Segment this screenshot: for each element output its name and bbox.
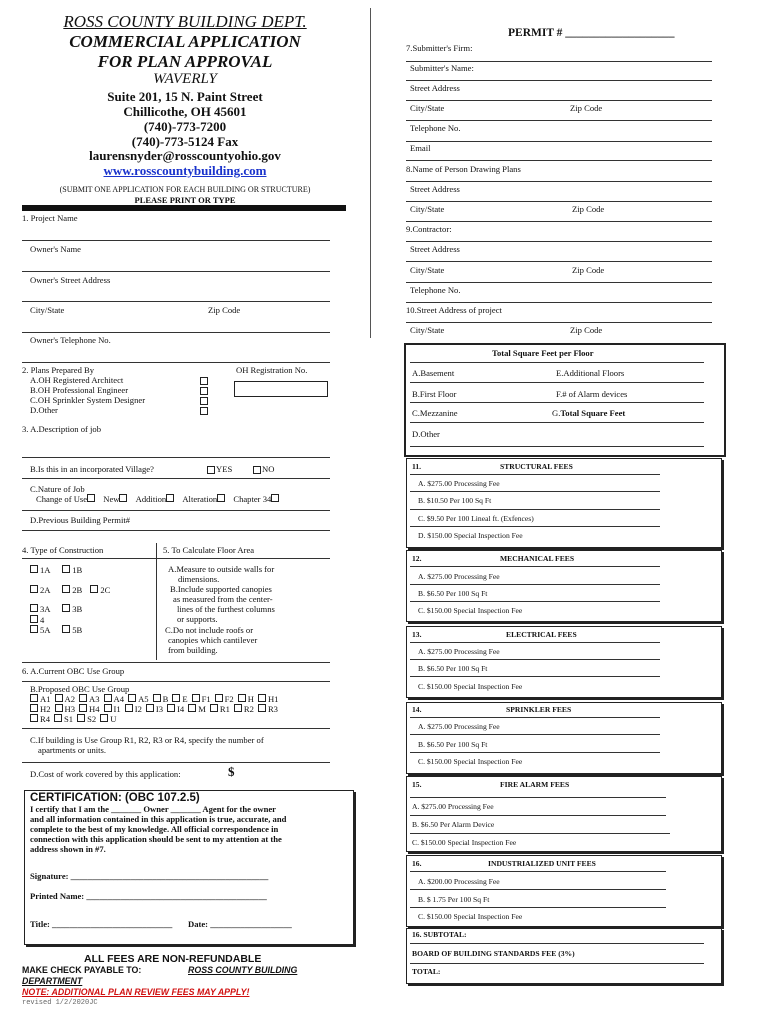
c1b-checkbox[interactable] bbox=[62, 565, 70, 573]
first-floor-field[interactable] bbox=[410, 402, 704, 403]
submitters-firm-label: 7.Submitter's Firm: bbox=[406, 43, 473, 53]
email-address[interactable]: laurensnyder@rosscountyohio.gov bbox=[89, 148, 281, 163]
submitter-street-label: Street Address bbox=[410, 83, 460, 93]
project-zip-label: Zip Code bbox=[570, 325, 603, 335]
obc-h-checkbox[interactable] bbox=[238, 694, 246, 702]
submitter-email-label: Email bbox=[410, 143, 431, 153]
c3b-checkbox[interactable] bbox=[62, 604, 70, 612]
c2a-checkbox[interactable] bbox=[30, 585, 38, 593]
contractor-phone-field[interactable] bbox=[406, 302, 712, 303]
owners-street-field[interactable] bbox=[22, 301, 330, 302]
cost-dollar-sign: $ bbox=[228, 764, 235, 779]
sprinkler-item-c: C. $150.00 Special Inspection Fee bbox=[418, 757, 523, 766]
obc-row-2 bbox=[30, 704, 278, 714]
fire-alarm-item-c: C. $150.00 Special Inspection Fee bbox=[412, 838, 517, 847]
floor-area-b2: as measured from the center- bbox=[173, 594, 273, 604]
c5b-checkbox[interactable] bbox=[62, 625, 70, 633]
contractor-city-field[interactable] bbox=[406, 282, 712, 283]
structural-item-c-field[interactable] bbox=[410, 526, 660, 527]
c3a-checkbox[interactable] bbox=[30, 604, 38, 612]
construction-row-2 bbox=[30, 585, 110, 595]
floor-area-a1: A.Measure to outside walls for bbox=[168, 564, 275, 574]
electrical-item-c: C. $150.00 Special Inspection Fee bbox=[418, 682, 523, 691]
printed-name-field[interactable]: Printed Name: __________________________________________ bbox=[30, 891, 267, 901]
obc-a4-label: A4 bbox=[113, 694, 125, 704]
obc-row-3 bbox=[30, 714, 116, 724]
print-note: PLEASE PRINT OR TYPE bbox=[134, 195, 236, 205]
c2b-checkbox[interactable] bbox=[62, 585, 70, 593]
section-divider-vertical bbox=[156, 543, 157, 660]
obc-s2-checkbox[interactable] bbox=[77, 714, 85, 722]
nature-addition-label: Addition bbox=[135, 494, 167, 504]
industrialized-item-b-field[interactable] bbox=[410, 907, 666, 908]
fire-alarm-num: 15. bbox=[412, 780, 422, 789]
plans-c-checkbox[interactable] bbox=[200, 397, 208, 405]
structural-item-a: A. $275.00 Processing Fee bbox=[418, 479, 500, 488]
submit-note: (SUBMIT ONE APPLICATION FOR EACH BUILDING OR STRUCTURE) bbox=[59, 185, 311, 194]
non-refundable-notice: ALL FEES ARE NON-REFUNDABLE bbox=[84, 953, 262, 965]
c3b-label: 3B bbox=[72, 604, 83, 614]
plans-option-b: B.OH Professional Engineer bbox=[30, 385, 129, 395]
floor-area-b3: lines of the furthest columns bbox=[177, 604, 275, 614]
c5a-label: 5A bbox=[40, 625, 51, 635]
obc-a1-label: A1 bbox=[40, 694, 51, 704]
subtotal-label: 16. SUBTOTAL: bbox=[412, 930, 467, 939]
obc-f1-checkbox[interactable] bbox=[192, 694, 200, 702]
sprinkler-num: 14. bbox=[412, 705, 422, 714]
c1a-checkbox[interactable] bbox=[30, 565, 38, 573]
floor-area-c3: from building. bbox=[168, 645, 218, 655]
obc-h3-label: H3 bbox=[64, 704, 76, 714]
description-field[interactable] bbox=[22, 457, 330, 458]
obc-e-checkbox[interactable] bbox=[172, 694, 180, 702]
c2c-label: 2C bbox=[100, 585, 111, 595]
c2b-label: 2B bbox=[72, 585, 83, 595]
contractor-street-field[interactable] bbox=[406, 261, 712, 262]
floor-area-c1: C.Do not include roofs or bbox=[165, 625, 254, 635]
construction-row-3 bbox=[30, 604, 82, 614]
obc-m-label: M bbox=[198, 704, 206, 714]
submitters-name-field[interactable] bbox=[406, 80, 712, 81]
obc-i2-label: I2 bbox=[134, 704, 142, 714]
square-feet-title-rule bbox=[410, 362, 704, 363]
obc-u-label: U bbox=[110, 714, 117, 724]
obc-r1-label: R1 bbox=[219, 704, 230, 714]
obc-i4-label: I4 bbox=[177, 704, 185, 714]
construction-bottom-divider bbox=[22, 662, 330, 663]
payable-label: MAKE CHECK PAYABLE TO: bbox=[22, 965, 142, 975]
obc-r4-label: R4 bbox=[40, 714, 51, 724]
submitter-zip-label: Zip Code bbox=[570, 103, 603, 113]
submitter-email-field[interactable] bbox=[406, 160, 712, 161]
mechanical-item-b-field[interactable] bbox=[410, 601, 660, 602]
structural-item-a-field[interactable] bbox=[410, 491, 660, 492]
obc-i3-label: I3 bbox=[155, 704, 164, 714]
obc-r2-checkbox[interactable] bbox=[234, 704, 242, 712]
nature-new-label: New bbox=[103, 494, 120, 504]
basement-label: A.Basement bbox=[412, 368, 455, 378]
plans-option-c: C.OH Sprinkler System Designer bbox=[30, 395, 146, 405]
obc-h1-label: H1 bbox=[267, 694, 279, 704]
r-group-note-1: C.If building is Use Group R1, R2, R3 or R4, specify the number of bbox=[30, 735, 264, 745]
obc-i2-checkbox[interactable] bbox=[125, 704, 133, 712]
obc-a5-label: A5 bbox=[138, 694, 149, 704]
obc-a3-checkbox[interactable] bbox=[79, 694, 87, 702]
certification-title: CERTIFICATION: (OBC 107.2.5) bbox=[30, 792, 200, 804]
mezzanine-field[interactable] bbox=[410, 422, 704, 423]
bbs-fee-field[interactable] bbox=[410, 963, 704, 964]
floor-area-c2: canopies which cantilever bbox=[168, 635, 258, 645]
village-question: B.Is this in an incorporated Village? bbox=[30, 464, 154, 474]
fire-alarm-item-b-field[interactable] bbox=[410, 833, 670, 834]
nature-ch34-checkbox[interactable] bbox=[271, 494, 279, 502]
mechanical-item-b: B. $6.50 Per 100 Sq Ft bbox=[418, 589, 488, 598]
structural-title-rule bbox=[410, 474, 660, 475]
floor-area-label: 5. To Calculate Floor Area bbox=[163, 545, 255, 555]
nature-change-label: Change of Use bbox=[36, 494, 88, 504]
obc-i1-checkbox[interactable] bbox=[104, 704, 112, 712]
obc-i3-checkbox[interactable] bbox=[146, 704, 154, 712]
nature-of-job-label: C.Nature of Job bbox=[30, 484, 85, 494]
floor-area-b4: or supports. bbox=[177, 614, 218, 624]
electrical-title-rule bbox=[410, 642, 660, 643]
obc-b-label: B bbox=[162, 694, 169, 704]
sprinkler-item-b: B. $6.50 Per 100 Sq Ft bbox=[418, 740, 488, 749]
construction-row-1 bbox=[30, 565, 82, 575]
other-floor-label: D.Other bbox=[412, 429, 440, 439]
c5b-label: 5B bbox=[72, 625, 83, 635]
obc-s1-checkbox[interactable] bbox=[54, 714, 62, 722]
total-label: TOTAL: bbox=[412, 967, 441, 976]
owners-city-field[interactable] bbox=[22, 332, 330, 333]
obc-h-label: H bbox=[247, 694, 254, 704]
submitter-street-field[interactable] bbox=[406, 100, 712, 101]
owners-name-label: Owner's Name bbox=[30, 244, 81, 254]
sprinkler-title: SPRINKLER FEES bbox=[506, 705, 572, 714]
dept-name: ROSS COUNTY BUILDING DEPT. bbox=[63, 12, 307, 31]
nature-alteration-checkbox[interactable] bbox=[217, 494, 225, 502]
contractor-zip-label: Zip Code bbox=[572, 265, 605, 275]
subtotal-field[interactable] bbox=[410, 943, 704, 944]
obc-a1-checkbox[interactable] bbox=[30, 694, 38, 702]
signature-field[interactable]: Signature: ______________________________________________ bbox=[30, 871, 269, 881]
project-name-field[interactable] bbox=[22, 240, 330, 241]
electrical-item-a: A. $275.00 Processing Fee bbox=[418, 647, 500, 656]
basement-field[interactable] bbox=[410, 382, 704, 383]
project-street-field[interactable] bbox=[406, 322, 712, 323]
fire-alarm-title: FIRE ALARM FEES bbox=[500, 780, 570, 789]
cost-label: D.Cost of work covered by this application: bbox=[30, 769, 181, 779]
c2c-checkbox[interactable] bbox=[90, 585, 98, 593]
obc-a2-label: A2 bbox=[64, 694, 76, 704]
obc-h2-checkbox[interactable] bbox=[30, 704, 38, 712]
contractor-street-label: Street Address bbox=[410, 244, 460, 254]
obc-b-checkbox[interactable] bbox=[153, 694, 161, 702]
obc-s2-label: S2 bbox=[87, 714, 97, 724]
drawer-city-field[interactable] bbox=[406, 221, 712, 222]
title-field[interactable]: Title: ____________________________ bbox=[30, 919, 173, 929]
obc-r3-checkbox[interactable] bbox=[258, 704, 266, 712]
owners-name-field[interactable] bbox=[22, 271, 330, 272]
nature-new-checkbox[interactable] bbox=[119, 494, 127, 502]
oh-registration-input[interactable] bbox=[234, 381, 328, 397]
construction-divider bbox=[22, 558, 330, 559]
additional-fees-note: NOTE: ADDITIONAL PLAN REVIEW FEES MAY APPLY! bbox=[22, 987, 250, 997]
drawer-zip-label: Zip Code bbox=[572, 204, 605, 214]
nature-ch34-label: Chapter 34 bbox=[233, 494, 272, 504]
industrialized-item-b: B. $ 1.75 Per 100 Sq Ft bbox=[418, 895, 490, 904]
square-feet-title: Total Square Feet per Floor bbox=[492, 348, 594, 358]
contractor-label: 9.Contractor: bbox=[406, 224, 452, 234]
nature-change-of-use bbox=[36, 494, 281, 504]
certification-line-3: complete to the best of my knowledge. All official correspondence in bbox=[30, 824, 279, 834]
c4-checkbox[interactable] bbox=[30, 615, 38, 623]
project-name-label: 1. Project Name bbox=[22, 213, 78, 223]
contractor-city-label: City/State bbox=[410, 265, 445, 275]
date-field[interactable]: Date: ___________________ bbox=[188, 919, 292, 929]
additional-floors-label: E.Additional Floors bbox=[556, 368, 625, 378]
c4-label: 4 bbox=[40, 615, 45, 625]
obc-f1-label: F1 bbox=[201, 694, 211, 704]
fire-alarm-title-rule bbox=[410, 797, 666, 798]
total-sqft-text: Total Square Feet bbox=[560, 408, 626, 418]
village-no-label: NO bbox=[262, 464, 275, 474]
industrialized-num: 16. bbox=[412, 859, 422, 868]
obc-divider bbox=[22, 728, 330, 729]
nature-alteration-label: Alteration bbox=[182, 494, 218, 504]
obc-r4-checkbox[interactable] bbox=[30, 714, 38, 722]
obc-a3-label: A3 bbox=[89, 694, 100, 704]
village-yes-checkbox[interactable] bbox=[207, 466, 215, 474]
nature-addition-checkbox[interactable] bbox=[166, 494, 174, 502]
previous-permit-label: D.Previous Building Permit# bbox=[30, 515, 131, 525]
construction-type-label: 4. Type of Construction bbox=[22, 545, 104, 555]
structural-num: 11. bbox=[412, 462, 422, 471]
industrialized-item-c: C. $150.00 Special Inspection Fee bbox=[418, 912, 523, 921]
mechanical-num: 12. bbox=[412, 554, 422, 563]
plans-prepared-label: 2. Plans Prepared By bbox=[22, 365, 95, 375]
obc-row-1 bbox=[30, 694, 278, 704]
alarm-devices-label: F.# of Alarm devices bbox=[556, 389, 628, 399]
obc-m-checkbox[interactable] bbox=[188, 704, 196, 712]
structural-item-b: B. $10.50 Per 100 Sq Ft bbox=[418, 496, 492, 505]
fire-alarm-item-b: B. $6.50 Per Alarm Device bbox=[412, 820, 495, 829]
owners-city-label: City/State bbox=[30, 305, 65, 315]
address-line-2: Chillicothe, OH 45601 bbox=[123, 104, 247, 119]
obc-h3-checkbox[interactable] bbox=[55, 704, 63, 712]
c3a-label: 3A bbox=[40, 604, 51, 614]
c2a-label: 2A bbox=[40, 585, 51, 595]
electrical-title: ELECTRICAL FEES bbox=[506, 630, 577, 639]
first-floor-label: B.First Floor bbox=[412, 389, 457, 399]
obc-e-label: E bbox=[182, 694, 188, 704]
form-title-line-2: FOR PLAN APPROVAL bbox=[97, 52, 273, 71]
structural-title: STRUCTURAL FEES bbox=[500, 462, 573, 471]
project-city-label: City/State bbox=[410, 325, 445, 335]
owners-phone-label: Owner's Telephone No. bbox=[30, 335, 111, 345]
payee-name-2: DEPARTMENT bbox=[22, 976, 83, 986]
structural-item-d: D. $150.00 Special Inspection Fee bbox=[418, 531, 523, 540]
other-floor-field[interactable] bbox=[410, 446, 704, 447]
floor-area-b1: B.Include supported canopies bbox=[170, 584, 272, 594]
previous-permit-field[interactable] bbox=[22, 530, 330, 531]
submitter-city-field[interactable] bbox=[406, 120, 712, 121]
owners-street-label: Owner's Street Address bbox=[30, 275, 111, 285]
column-divider bbox=[370, 8, 371, 338]
obc-r3-label: R3 bbox=[267, 704, 278, 714]
website-link[interactable]: www.rosscountybuilding.com bbox=[103, 163, 267, 178]
permit-number-field[interactable]: PERMIT # ___________________ bbox=[508, 27, 675, 39]
drawer-street-field[interactable] bbox=[406, 201, 712, 202]
c1b-label: 1B bbox=[72, 565, 83, 575]
certification-line-5: address shown in #7. bbox=[30, 844, 106, 854]
description-label: 3. A.Description of job bbox=[22, 424, 102, 434]
certification-line-4: connection with this application should be sent to my attention at the bbox=[30, 834, 282, 844]
r-group-field[interactable] bbox=[22, 762, 330, 763]
sprinkler-item-a: A. $275.00 Processing Fee bbox=[418, 722, 500, 731]
obc-h4-checkbox[interactable] bbox=[79, 704, 87, 712]
obc-s1-label: S1 bbox=[64, 714, 74, 724]
obc-h1-checkbox[interactable] bbox=[258, 694, 266, 702]
submitter-phone-field[interactable] bbox=[406, 141, 712, 142]
obc-a2-checkbox[interactable] bbox=[55, 694, 63, 702]
sprinkler-item-a-field[interactable] bbox=[410, 734, 660, 735]
drawer-city-label: City/State bbox=[410, 204, 445, 214]
submitter-phone-label: Telephone No. bbox=[410, 123, 461, 133]
owners-phone-field[interactable] bbox=[22, 362, 330, 363]
certification-line-1: I certify that I am the _______ Owner _______ Agent for the owner bbox=[30, 804, 276, 814]
mechanical-title: MECHANICAL FEES bbox=[500, 554, 575, 563]
obc-i1-label: I1 bbox=[113, 704, 121, 714]
square-feet-box bbox=[404, 343, 726, 457]
industrialized-title-rule bbox=[410, 871, 666, 872]
r-group-note-2: apartments or units. bbox=[38, 745, 107, 755]
submitters-name-label: Submitter's Name: bbox=[410, 63, 474, 73]
nature-field[interactable] bbox=[22, 510, 330, 511]
industrialized-title: INDUSTRIALIZED UNIT FEES bbox=[488, 859, 596, 868]
construction-row-5 bbox=[30, 625, 82, 635]
nature-change-checkbox[interactable] bbox=[87, 494, 95, 502]
electrical-item-b-field[interactable] bbox=[410, 676, 660, 677]
contractor-field[interactable] bbox=[406, 241, 712, 242]
plans-a-checkbox[interactable] bbox=[200, 377, 208, 385]
electrical-item-b: B. $6.50 Per 100 Sq Ft bbox=[418, 664, 488, 673]
construction-row-4 bbox=[30, 615, 44, 625]
payee-name: ROSS COUNTY BUILDING bbox=[188, 965, 298, 975]
person-drawing-field[interactable] bbox=[406, 181, 712, 182]
obc-proposed-label: B.Proposed OBC Use Group bbox=[30, 684, 130, 694]
obc-current-field[interactable] bbox=[22, 681, 330, 682]
plans-d-checkbox[interactable] bbox=[200, 407, 208, 415]
electrical-item-a-field[interactable] bbox=[410, 659, 660, 660]
obc-r2-label: R2 bbox=[243, 704, 254, 714]
mechanical-title-rule bbox=[410, 566, 660, 567]
obc-a5-checkbox[interactable] bbox=[128, 694, 136, 702]
industrialized-item-a: A. $200.00 Processing Fee bbox=[418, 877, 500, 886]
c5a-checkbox[interactable] bbox=[30, 625, 38, 633]
electrical-num: 13. bbox=[412, 630, 422, 639]
sprinkler-item-b-field[interactable] bbox=[410, 752, 660, 753]
oh-registration-label: OH Registration No. bbox=[236, 365, 308, 375]
mechanical-item-a-field[interactable] bbox=[410, 584, 660, 585]
form-title-line-1: COMMERCIAL APPLICATION bbox=[69, 32, 301, 51]
mechanical-item-c: C. $150.00 Special Inspection Fee bbox=[418, 606, 523, 615]
plans-option-d: D.Other bbox=[30, 405, 58, 415]
drawer-street-label: Street Address bbox=[410, 184, 460, 194]
plans-option-a: A.OH Registered Architect bbox=[30, 375, 124, 385]
fire-alarm-item-a-field[interactable] bbox=[410, 815, 666, 816]
address-line-1: Suite 201, 15 N. Paint Street bbox=[107, 89, 263, 104]
town-name: WAVERLY bbox=[153, 71, 217, 87]
obc-u-checkbox[interactable] bbox=[100, 714, 108, 722]
mechanical-item-a: A. $275.00 Processing Fee bbox=[418, 572, 500, 581]
obc-a4-checkbox[interactable] bbox=[104, 694, 112, 702]
bbs-fee-label: BOARD OF BUILDING STANDARDS FEE (3%) bbox=[412, 949, 575, 958]
mezzanine-label: C.Mezzanine bbox=[412, 408, 458, 418]
plans-b-checkbox[interactable] bbox=[200, 387, 208, 395]
person-drawing-label: 8.Name of Person Drawing Plans bbox=[406, 164, 521, 174]
obc-f2-label: F2 bbox=[224, 694, 234, 704]
submitters-firm-field[interactable] bbox=[406, 61, 712, 62]
phone-number: (740)-773-7200 bbox=[143, 119, 227, 134]
obc-i4-checkbox[interactable] bbox=[167, 704, 175, 712]
industrialized-item-a-field[interactable] bbox=[410, 889, 666, 890]
project-street-label: 10.Street Address of project bbox=[406, 305, 502, 315]
owners-zip-label: Zip Code bbox=[208, 305, 241, 315]
fire-alarm-item-a: A. $275.00 Processing Fee bbox=[412, 802, 494, 811]
header-divider bbox=[22, 205, 346, 211]
structural-item-c: C. $9.50 Per 100 Lineal ft. (Exfences) bbox=[418, 514, 534, 523]
total-square-feet-label bbox=[552, 408, 625, 418]
village-divider bbox=[22, 478, 330, 479]
village-yes-label: YES bbox=[216, 464, 233, 474]
sprinkler-title-rule bbox=[410, 717, 660, 718]
obc-current-label: 6. A.Current OBC Use Group bbox=[22, 666, 125, 676]
revision-note: revised 1/2/2020JC bbox=[22, 999, 98, 1007]
obc-h2-label: H2 bbox=[40, 704, 51, 714]
village-no-checkbox[interactable] bbox=[253, 466, 261, 474]
contractor-phone-label: Telephone No. bbox=[410, 285, 461, 295]
structural-item-b-field[interactable] bbox=[410, 509, 660, 510]
total-sqft-prefix: G. bbox=[552, 408, 561, 418]
c1a-label: 1A bbox=[40, 565, 51, 575]
obc-h4-label: H4 bbox=[89, 704, 100, 714]
obc-r1-checkbox[interactable] bbox=[210, 704, 218, 712]
floor-area-a2: dimensions. bbox=[178, 574, 220, 584]
fax-number: (740)-773-5124 Fax bbox=[131, 134, 239, 149]
obc-f2-checkbox[interactable] bbox=[215, 694, 223, 702]
certification-line-2: and all information contained in this application is true, accurate, and bbox=[30, 814, 287, 824]
submitter-city-label: City/State bbox=[410, 103, 445, 113]
